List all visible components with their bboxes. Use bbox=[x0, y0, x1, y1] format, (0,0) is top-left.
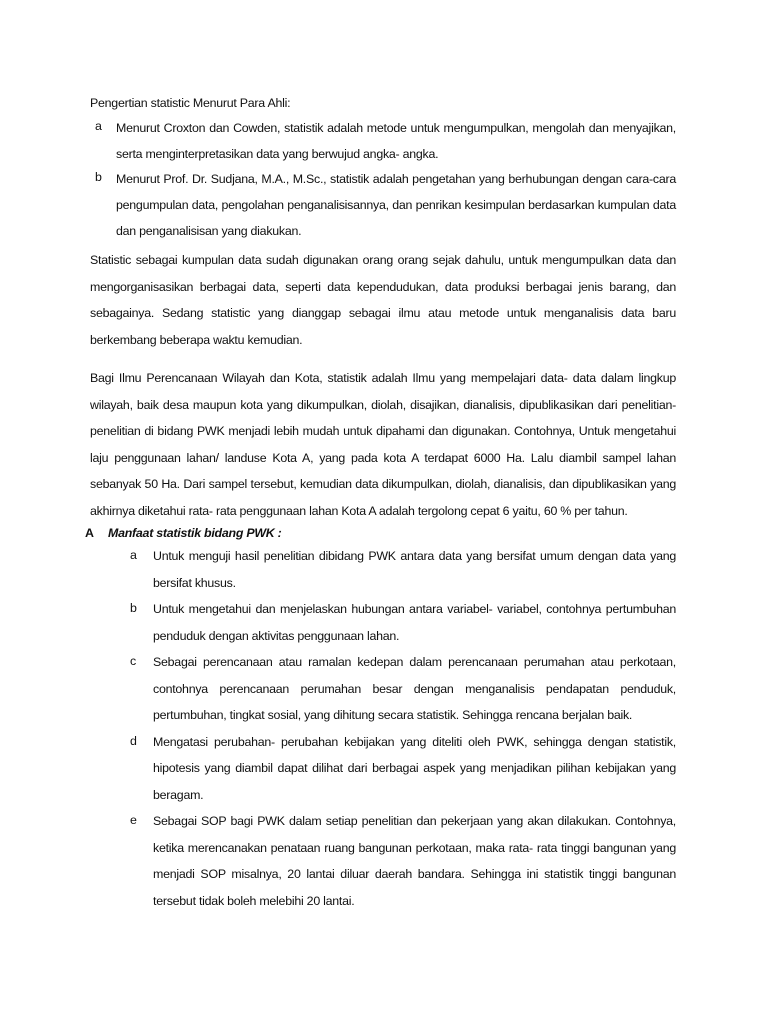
definitions-list bbox=[90, 119, 676, 244]
list-marker: b bbox=[130, 601, 137, 615]
section-heading bbox=[85, 524, 676, 542]
list-marker: a bbox=[130, 548, 137, 562]
list-item-text: Untuk mengetahui dan menjelaskan hubungan antara variabel- variabel, contohnya pertumbuhan penduduk dengan aktivitas penggunaan lahan. bbox=[153, 602, 676, 643]
list-item bbox=[128, 734, 676, 814]
list-item bbox=[128, 601, 676, 654]
list-item-text: Sebagai perencanaan atau ramalan kedepan dalam perencanaan perumahan atau perkotaan, contohnya perencanaan perumahan besar dengan menganalisis pendapatan penduduk, pertumbuhan, tingkat sosial, yang dihitung secara statistik. Sehingga rencana berjalan baik. bbox=[153, 655, 676, 722]
list-item-text: Menurut Prof. Dr. Sudjana, M.A., M.Sc., statistik adalah pengetahan yang berhubungan dengan cara-cara pengumpulan data, pengolahan penganalisisannya, dan penrikan kesimpulan berdasarkan kumpulan data dan penganalisisan yang diakukan. bbox=[116, 172, 676, 238]
list-marker: b bbox=[95, 170, 102, 184]
section-marker: A bbox=[85, 526, 94, 540]
list-item-text: Sebagai SOP bagi PWK dalam setiap penelitian dan pekerjaan yang akan dilakukan. Contohnya, ketika merencanakan penataan ruang bangunan perkotaan, maka rata- rata tinggi bangunan yang menjadi SOP misalnya, 20 lantai diluar daerah bandara. Sehingga ini statistik tinggi bangunan tersebut tidak boleh melebihi 20 lantai. bbox=[153, 814, 676, 908]
list-item-text: Mengatasi perubahan- perubahan kebijakan yang diteliti oleh PWK, sehingga dengan statistik, hipotesis yang diambil dapat dilihat dari berbagai aspek yang menjadikan pilihan kebijakan yang beragam. bbox=[153, 734, 676, 802]
section-title: Manfaat statistik bidang PWK : bbox=[108, 526, 282, 540]
list-item bbox=[128, 548, 676, 601]
list-item-text: Untuk menguji hasil penelitian dibidang PWK antara data yang bersifat umum dengan data yang bersifat khusus. bbox=[153, 549, 676, 590]
list-marker: a bbox=[95, 119, 102, 133]
paragraph-statistic-history: Statistic sebagai kumpulan data sudah digunakan orang orang sejak dahulu, untuk mengumpulkan data dan mengorganisasikan berbagai data, seperti data kependudukan, data produksi berbagai jenis barang, dan sebagainya. Sedang statistic yang dianggap sebagai ilmu atau metode untuk menganalisis data baru berkembang beberapa waktu kemudian. bbox=[90, 253, 676, 347]
definitions-heading: Pengertian statistic Menurut Para Ahli: bbox=[90, 96, 291, 110]
list-item bbox=[128, 654, 676, 734]
benefits-list bbox=[128, 548, 676, 919]
list-marker: d bbox=[130, 733, 137, 748]
list-item bbox=[128, 813, 676, 919]
list-item bbox=[90, 119, 676, 167]
paragraph-pwk-statistics: Bagi Ilmu Perencanaan Wilayah dan Kota, statistik adalah Ilmu yang mempelajari data- data dalam lingkup wilayah, baik desa maupun kota yang dikumpulkan, diolah, disajikan, dianalisis, dipublikasikan dari penelitian- penelitian di bidang PWK menjadi lebih mudah untuk dipahami dan digunakan. Contohnya, Untuk mengetahui laju penggunaan lahan/ landuse Kota A, yang pada kota A terdapat 6000 Ha. Lalu diambil sampel lahan sebanyak 50 Ha. Dari sampel tersebut, kemudian data dikumpulkan, diolah, dianalisis, dan dipublikasikan yang akhirnya diketahui rata- rata penggunaan lahan Kota A adalah tergolong cepat 6 yaitu, 60 % per tahun. bbox=[90, 371, 676, 518]
list-marker: c bbox=[130, 654, 136, 668]
list-item-text: Menurut Croxton dan Cowden, statistik adalah metode untuk mengumpulkan, mengolah dan menyajikan, serta menginterpretasikan data yang berwujud angka- angka. bbox=[116, 121, 676, 161]
list-marker: e bbox=[130, 813, 137, 827]
list-item bbox=[90, 170, 676, 244]
